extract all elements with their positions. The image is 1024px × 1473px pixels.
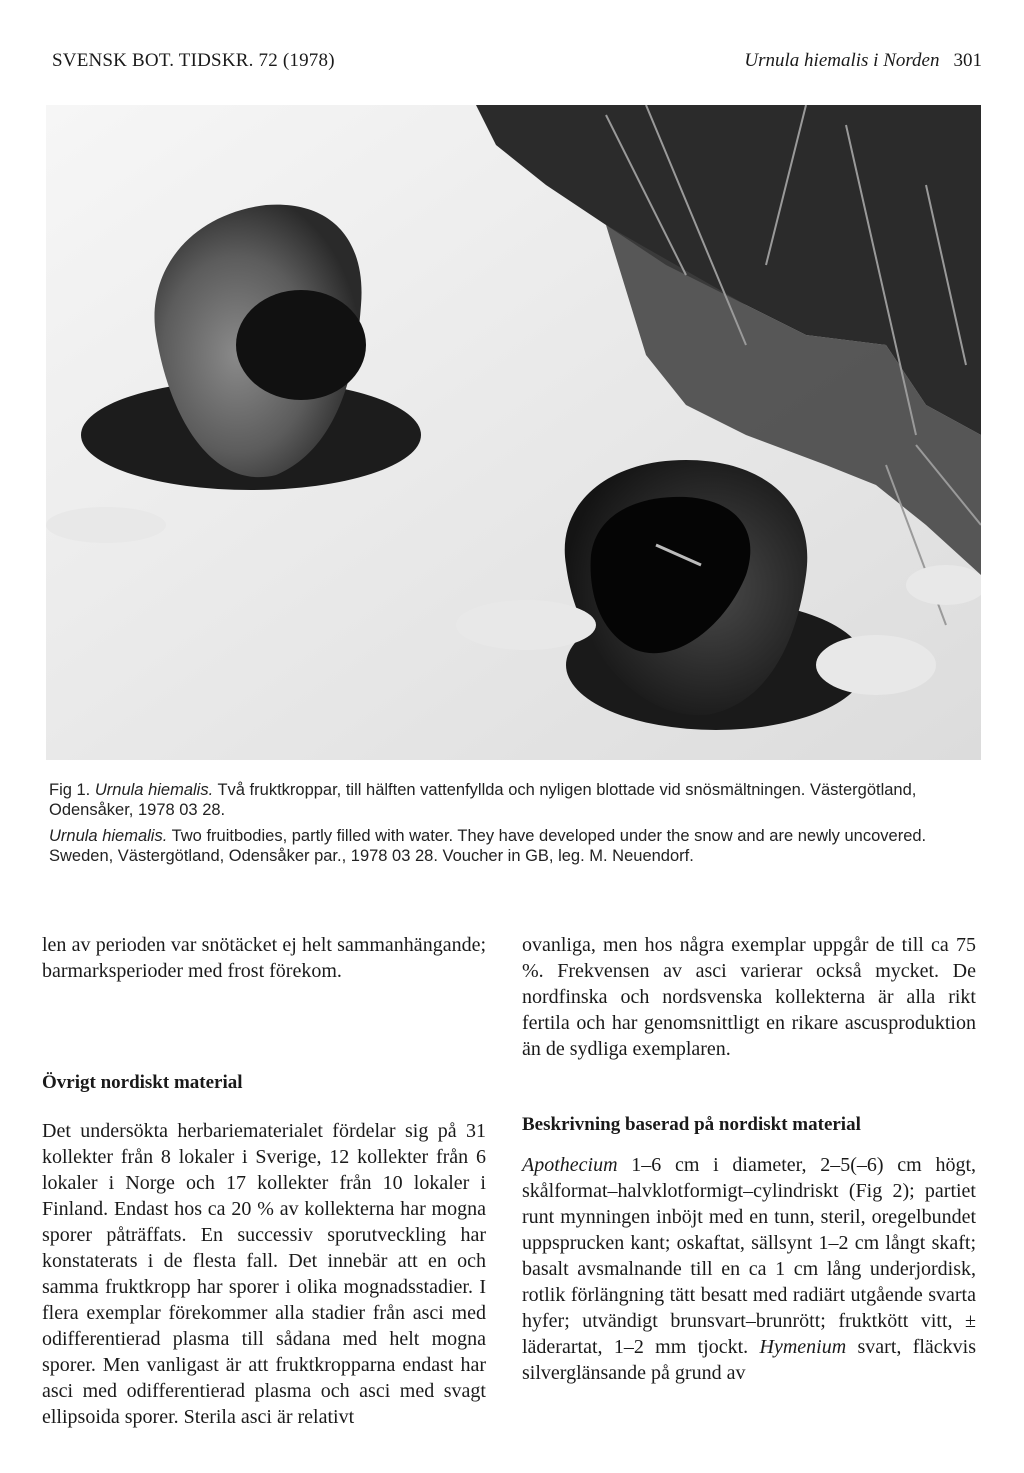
- left-column: [42, 932, 486, 1430]
- caption-text: Två fruktkroppar, till hälften vattenfyllda och nyligen blottade vid snösmältningen. Västergötland, Odensåker, 1978 03 28.: [49, 781, 917, 819]
- paragraph: [522, 1152, 976, 1386]
- journal-citation: SVENSK BOT. TIDSKR. 72 (1978): [52, 50, 335, 71]
- running-header: [52, 50, 982, 78]
- section-heading: Övrigt nordiskt material: [42, 1072, 243, 1093]
- species-name: Urnula hiemalis.: [94, 781, 214, 799]
- paragraph: Det undersökta herbariematerialet fördelar sig på 31 kollekter från 8 lokaler i Sverige, 12 kollekter från 6 lokaler i Norge och 17 kollekter från 10 lokaler i Finland. Endast hos ca 20 % av kollekterna har mogna sporer påträffats. En successiv sporutveckling har konstaterats i de flesta fall. Det innebär att en och samma fruktkropp har sporer i olika mognadsstadier. I flera exemplar förekommer alla stadier från asci med odifferentierad plasma till sådana med helt mogna sporer. Men vanligast är att fruktkropparna endast har asci med odifferentierad plasma och asci med svagt ellipsoida sporer. Sterila asci är relativt: [42, 1120, 486, 1428]
- figure-caption-english: [49, 826, 984, 866]
- term: Apothecium: [522, 1154, 618, 1176]
- species-name: Urnula hiemalis.: [49, 827, 168, 845]
- right-column: [522, 932, 976, 1386]
- section-heading: Beskrivning baserad på nordiskt material: [522, 1114, 861, 1135]
- running-title-block: [744, 50, 982, 72]
- figure-label: Fig 1.: [49, 781, 91, 799]
- paragraph: ovanliga, men hos några exemplar uppgår de till ca 75 %. Frekvensen av asci varierar också mycket. De nordfinska och nordsvenska kollekterna är alla rikt fertila och har genomsnittligt en rikare ascusproduktion än de sydliga exemplaren.: [522, 934, 976, 1060]
- caption-text: Two fruitbodies, partly filled with water. They have developed under the snow and are newly uncovered. Sweden, Västergötland, Odensåker par., 1978 03 28. Voucher in GB, leg. M. Neuendorf.: [49, 827, 927, 865]
- page-number: 301: [953, 50, 982, 71]
- figure-caption-swedish: [49, 780, 984, 820]
- description-text: svart, fläckvis silverglänsande på grund av: [522, 1336, 977, 1384]
- running-title: Urnula hiemalis i Norden: [744, 50, 940, 71]
- figure-photo: [46, 105, 981, 760]
- term: Hymenium: [759, 1336, 847, 1358]
- paragraph: len av perioden var snötäcket ej helt sammanhängande; barmarksperioder med frost förekom.: [42, 934, 486, 982]
- description-text: 1–6 cm i diameter, 2–5(–6) cm högt, skålformat–halvklotformigt–cylindriskt (Fig 2); partiet runt mynningen inböjt med en tunn, steril, oregelbundet uppsprucken kant; oskaftat, sällsynt 1–2 cm långt skaft; basalt avsmalnande till en ca 1 cm lång underjordisk, rotlik förlängning tätt besatt med radiärt utgående svarta hyfer; utvändigt brunsvart–brunrött; fruktkött vitt, ± läderartat, 1–2 mm tjockt.: [522, 1154, 976, 1358]
